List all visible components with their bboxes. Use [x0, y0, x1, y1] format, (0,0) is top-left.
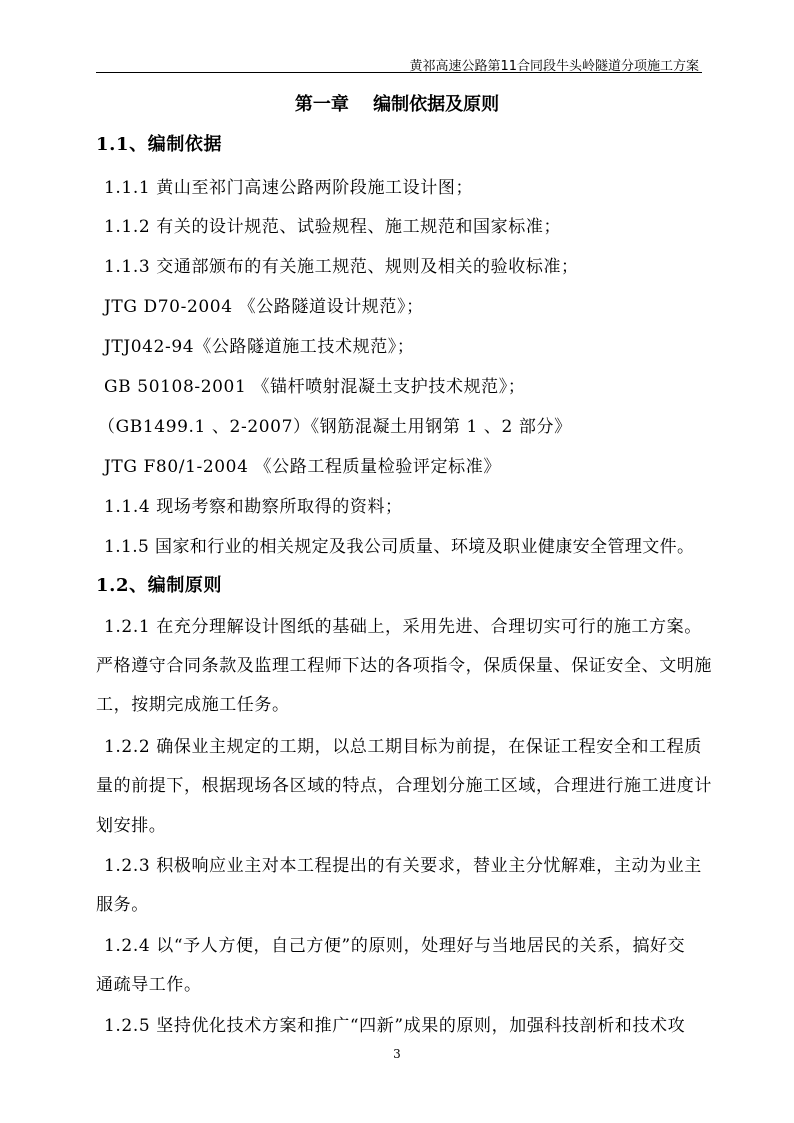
- principle-1-2-4-line-1: 1.2.4 以“予人方便，自己方便”的原则，处理好与当地居民的关系，搞好交: [104, 936, 686, 956]
- principle-1-2-2-line-3: 划安排。: [96, 816, 167, 836]
- principle-1-2-3-line-2: 服务。: [96, 895, 149, 915]
- running-header: 黄祁高速公路第11合同段牛头岭隧道分项施工方案: [409, 59, 699, 74]
- principle-1-2-4-line-2: 通疏导工作。: [96, 975, 202, 995]
- standard-jtj042: JTJ042-94《公路隧道施工技术规范》；: [104, 337, 415, 357]
- principle-1-2-1-line-2: 严格遵守合同条款及监理工程师下达的各项指令，保质保量、保证安全、文明施: [96, 656, 712, 676]
- standard-gb50108: GB 50108-2001 《锚杆喷射混凝土支护技术规范》；: [104, 377, 526, 397]
- principle-1-2-5-line-1: 1.2.5 坚持优化技术方案和推广“四新”成果的原则，加强科技剖析和技术攻: [104, 1016, 686, 1036]
- principle-1-2-1-line-3: 工，按期完成施工任务。: [96, 695, 290, 715]
- section-heading-1-1: 1.1、编制依据: [96, 134, 223, 155]
- basis-item-1-1-1: 1.1.1 黄山至祁门高速公路两阶段施工设计图；: [104, 178, 474, 198]
- section-heading-1-2: 1.2、编制原则: [96, 575, 223, 596]
- basis-item-1-1-4: 1.1.4 现场考察和勘察所取得的资料；: [104, 497, 403, 517]
- standard-jtg-d70: JTG D70-2004 《公路隧道设计规范》；: [104, 297, 424, 317]
- basis-item-1-1-3: 1.1.3 交通部颁布的有关施工规范、规则及相关的验收标准；: [104, 257, 579, 277]
- header-rule: [96, 72, 702, 73]
- principle-1-2-1-line-1: 1.2.1 在充分理解设计图纸的基础上，采用先进、合理切实可行的施工方案。: [104, 617, 702, 637]
- page-number: 3: [393, 1047, 401, 1061]
- basis-item-1-1-2: 1.1.2 有关的设计规范、试验规程、施工规范和国家标准；: [104, 217, 562, 237]
- principle-1-2-2-line-1: 1.2.2 确保业主规定的工期，以总工期目标为前提，在保证工程安全和工程质: [104, 737, 702, 757]
- standard-gb1499: （GB1499.1 、2-2007）《钢筋混凝土用钢第 1 、2 部分》: [98, 417, 572, 437]
- chapter-title: 第一章 编制依据及原则: [294, 94, 500, 115]
- standard-jtg-f80: JTG F80/1-2004 《公路工程质量检验评定标准》: [104, 457, 501, 477]
- basis-item-1-1-5: 1.1.5 国家和行业的相关规定及我公司质量、环境及职业健康安全管理文件。: [104, 537, 695, 557]
- principle-1-2-2-line-2: 量的前提下，根据现场各区域的特点，合理划分施工区域，合理进行施工进度计: [96, 776, 712, 796]
- principle-1-2-3-line-1: 1.2.3 积极响应业主对本工程提出的有关要求，替业主分忧解难，主动为业主: [104, 856, 702, 876]
